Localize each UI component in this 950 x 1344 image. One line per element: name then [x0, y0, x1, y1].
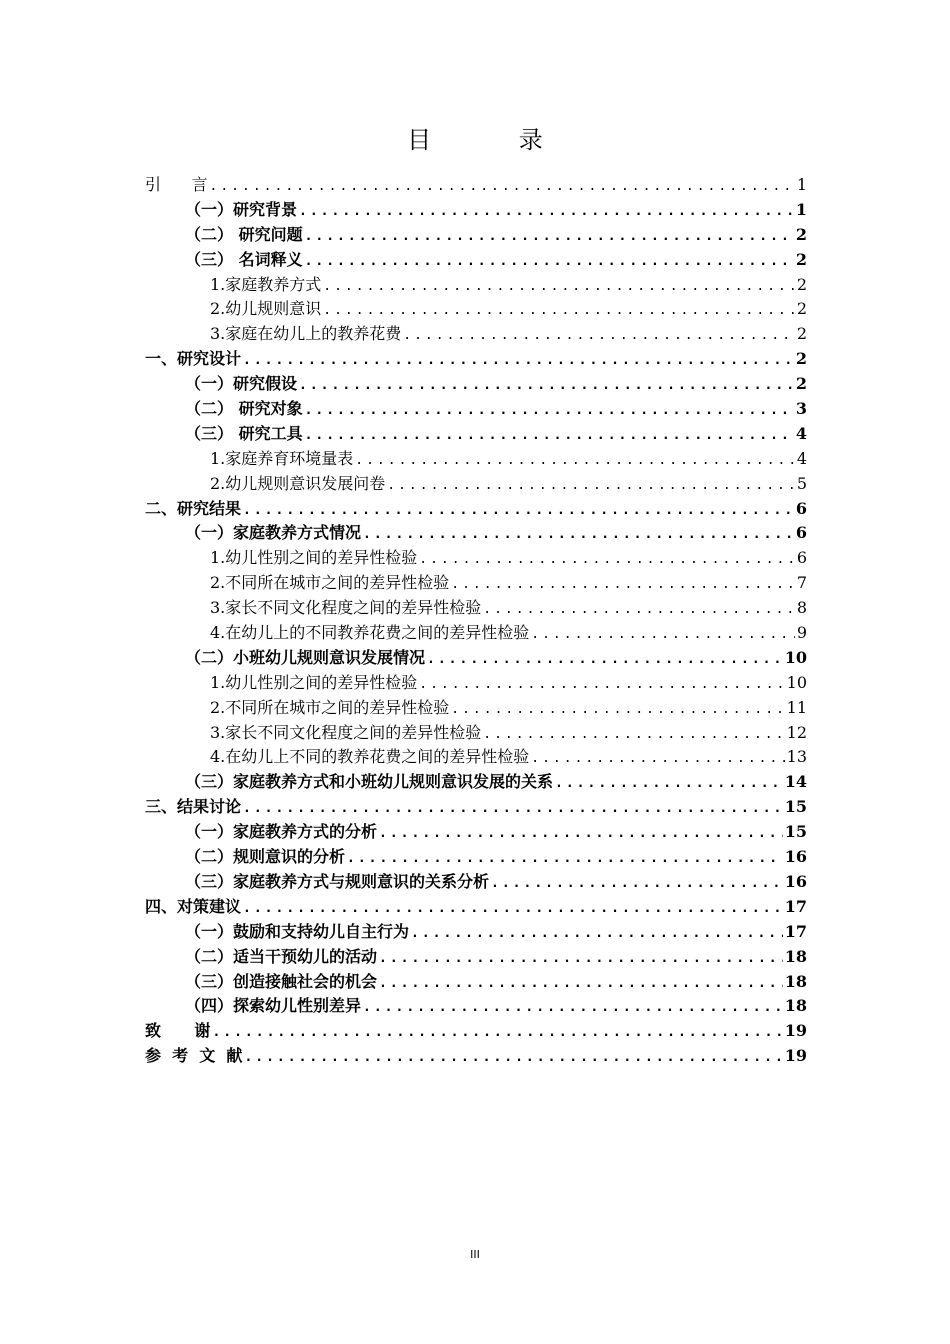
toc-label: （三） 名词释义: [185, 249, 303, 269]
toc-page: 9: [796, 623, 807, 643]
toc-page: 16: [784, 847, 807, 867]
toc-entry[interactable]: [145, 795, 807, 820]
dot-leader: [427, 648, 783, 673]
toc-page: 4: [795, 423, 807, 443]
toc-label: 二、研究结果: [145, 498, 242, 518]
dot-leader: [355, 449, 795, 474]
toc-page: 15: [784, 822, 807, 842]
toc-label: 2.不同所在城市之间的差异性检验: [210, 697, 450, 717]
toc-label: 四、对策建议: [145, 896, 242, 916]
toc-entry[interactable]: [145, 497, 807, 522]
toc-label: 4.在幼儿上的不同教养花费之间的差异性检验: [210, 623, 530, 643]
toc-entry[interactable]: [145, 322, 807, 347]
toc-entry[interactable]: [145, 173, 807, 198]
toc-entry[interactable]: [145, 447, 807, 472]
toc-entry[interactable]: [145, 970, 807, 995]
toc-page: 2: [796, 299, 807, 319]
dot-leader: [363, 996, 783, 1021]
toc-entry[interactable]: [145, 745, 807, 770]
toc-entry[interactable]: [145, 1044, 807, 1069]
toc-entry[interactable]: [145, 198, 807, 223]
toc-entry[interactable]: [145, 472, 807, 497]
toc-entry[interactable]: [145, 920, 807, 945]
page-number: III: [470, 1248, 480, 1261]
dot-leader: [387, 474, 795, 499]
toc-page: 2: [795, 349, 807, 369]
toc-page: 16: [784, 871, 807, 891]
dot-leader: [419, 548, 795, 573]
dot-leader: [305, 424, 794, 449]
toc-page: 1: [796, 175, 807, 194]
toc-page: 17: [784, 921, 807, 941]
toc-page: 2: [796, 274, 807, 294]
dot-leader: [451, 573, 795, 598]
toc-entry[interactable]: [145, 596, 807, 621]
dot-leader: [347, 847, 783, 872]
toc-label: 1.幼儿性别之间的差异性检验: [210, 548, 418, 568]
toc-label: 1.家庭养育环境量表: [210, 448, 354, 468]
toc-entry[interactable]: [145, 994, 807, 1019]
toc-entry[interactable]: [145, 273, 807, 298]
toc-label: 2.不同所在城市之间的差异性检验: [210, 573, 450, 593]
dot-leader: [212, 1021, 782, 1046]
toc-entry[interactable]: [145, 422, 807, 447]
toc-page: 18: [784, 971, 807, 991]
toc-page: 19: [784, 1021, 807, 1041]
page-title: 目 录: [407, 126, 583, 154]
dot-leader: [243, 797, 783, 822]
toc-entry[interactable]: [145, 721, 807, 746]
toc-page: 6: [796, 548, 807, 568]
toc-entry[interactable]: [145, 297, 807, 322]
toc-entry[interactable]: [145, 945, 807, 970]
toc-page: 4: [796, 448, 807, 468]
dot-leader: [451, 698, 784, 723]
dot-leader: [531, 623, 795, 648]
dot-leader: [403, 324, 795, 349]
toc-label: （一）研究假设: [185, 374, 298, 394]
toc-label: （一）研究背景: [185, 199, 298, 219]
toc-label: 3.家庭在幼儿上的教养花费: [210, 324, 402, 344]
toc-entry[interactable]: [145, 397, 807, 422]
toc-page: 11: [786, 697, 807, 717]
toc-page: 2: [796, 324, 807, 344]
toc-entry[interactable]: [145, 646, 807, 671]
toc-label: （一）家庭教养方式的分析: [185, 822, 378, 842]
dot-leader: [483, 723, 784, 748]
toc-entry[interactable]: [145, 770, 807, 795]
toc-page: 17: [784, 896, 807, 916]
dot-leader: [305, 225, 794, 250]
toc-label: 3.家长不同文化程度之间的差异性检验: [210, 598, 482, 618]
toc-entry[interactable]: [145, 521, 807, 546]
dot-leader: [483, 598, 795, 623]
dot-leader: [379, 972, 783, 997]
toc-entry[interactable]: [145, 347, 807, 372]
toc-page: 15: [784, 797, 807, 817]
toc-label: （一）家庭教养方式情况: [185, 523, 362, 543]
toc-page: 19: [784, 1046, 807, 1066]
dot-leader: [299, 374, 794, 399]
toc-label: 2.幼儿规则意识发展问卷: [210, 473, 386, 493]
dot-leader: [243, 349, 794, 374]
toc-label: （二） 研究问题: [185, 224, 303, 244]
toc-entry[interactable]: [145, 895, 807, 920]
dot-leader: [244, 1046, 782, 1071]
toc-label: 致 谢: [145, 1021, 211, 1041]
toc-label: 1.家庭教养方式: [210, 274, 322, 294]
toc-label: （四）探索幼儿性别差异: [185, 996, 362, 1016]
toc-label: （一）鼓励和支持幼儿自主行为: [185, 921, 410, 941]
toc-label: 一、研究设计: [145, 349, 242, 369]
toc-page: 5: [796, 473, 807, 493]
dot-leader: [379, 947, 783, 972]
dot-leader: [411, 922, 783, 947]
toc-page: 18: [784, 946, 807, 966]
toc-page: 12: [786, 722, 807, 742]
toc-page: 1: [795, 199, 807, 219]
dot-leader: [305, 399, 794, 424]
dot-leader: [555, 772, 783, 797]
toc-entry[interactable]: [145, 546, 807, 571]
toc-entry[interactable]: [145, 696, 807, 721]
dot-leader: [305, 250, 794, 275]
dot-leader: [419, 673, 784, 698]
toc-page: 3: [795, 399, 807, 419]
toc-label: （二） 研究对象: [185, 399, 303, 419]
toc-entry[interactable]: [145, 372, 807, 397]
toc-entry[interactable]: [145, 1019, 807, 1044]
toc-entry[interactable]: [145, 248, 807, 273]
toc-label: （二）小班幼儿规则意识发展情况: [185, 647, 426, 667]
toc-entry[interactable]: [145, 870, 807, 895]
toc-label: （二）适当干预幼儿的活动: [185, 946, 378, 966]
dot-leader: [379, 822, 783, 847]
toc-page: 10: [786, 672, 807, 692]
dot-leader: [299, 200, 794, 225]
toc-label: 参 考 文 献: [145, 1046, 243, 1066]
dot-leader: [243, 897, 783, 922]
table-of-contents: [145, 173, 807, 1069]
toc-label: 4.在幼儿上不同的教养花费之间的差异性检验: [210, 747, 530, 767]
toc-label: （三） 研究工具: [185, 423, 303, 443]
toc-page: 13: [786, 747, 807, 767]
toc-entry[interactable]: [145, 621, 807, 646]
toc-label: 三、结果讨论: [145, 797, 242, 817]
toc-page: 6: [795, 498, 807, 518]
toc-entry[interactable]: [145, 820, 807, 845]
toc-page: 8: [796, 598, 807, 618]
toc-page: 7: [796, 573, 807, 593]
toc-page: 2: [795, 374, 807, 394]
toc-page: 14: [784, 772, 807, 792]
dot-leader: [363, 523, 794, 548]
toc-label: （三）家庭教养方式与规则意识的关系分析: [185, 871, 490, 891]
toc-entry[interactable]: [145, 571, 807, 596]
toc-entry[interactable]: [145, 845, 807, 870]
dot-leader: [243, 499, 794, 524]
toc-label: （三）创造接触社会的机会: [185, 971, 378, 991]
toc-page: 6: [795, 523, 807, 543]
toc-label: （三）家庭教养方式和小班幼儿规则意识发展的关系: [185, 772, 554, 792]
toc-label: 1.幼儿性别之间的差异性检验: [210, 672, 418, 692]
dot-leader: [531, 747, 784, 772]
toc-page: 2: [795, 224, 807, 244]
dot-leader: [210, 175, 795, 200]
toc-label: （二）规则意识的分析: [185, 847, 346, 867]
toc-page: 10: [784, 647, 807, 667]
toc-entry[interactable]: [145, 671, 807, 696]
toc-page: 18: [784, 996, 807, 1016]
toc-label: 3.家长不同文化程度之间的差异性检验: [210, 722, 482, 742]
dot-leader: [323, 275, 795, 300]
dot-leader: [491, 872, 783, 897]
toc-page: 2: [795, 249, 807, 269]
toc-label: 2.幼儿规则意识: [210, 299, 322, 319]
toc-label: 引 言: [145, 175, 208, 194]
toc-entry[interactable]: [145, 223, 807, 248]
dot-leader: [323, 299, 795, 324]
